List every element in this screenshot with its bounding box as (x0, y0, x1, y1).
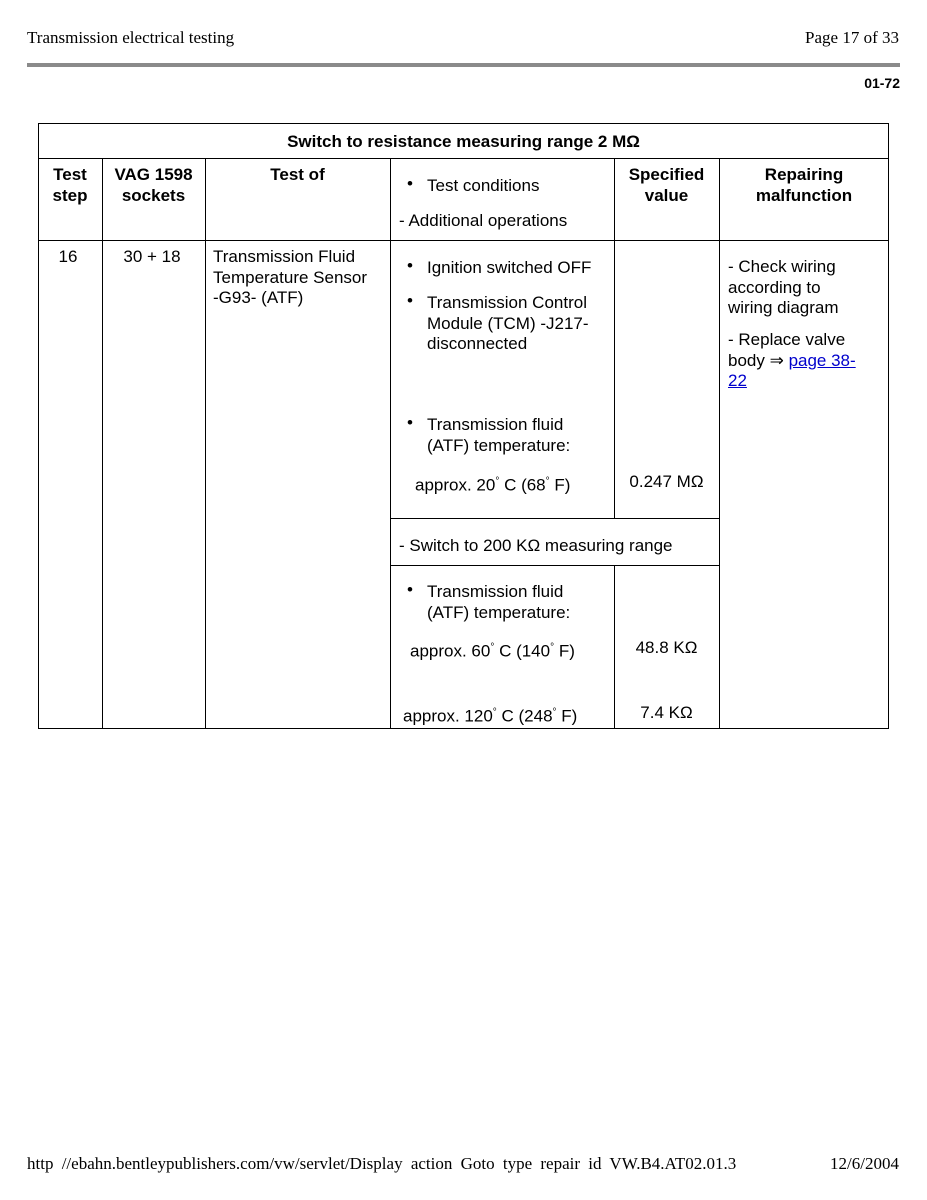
section-code: 01-72 (864, 75, 900, 91)
header-title: Transmission electrical testing (27, 28, 235, 47)
bullet-icon: • (407, 413, 413, 432)
divider (614, 158, 615, 518)
divider (390, 518, 719, 519)
col-header-test-of: Test of (270, 165, 325, 184)
bullet-icon: • (407, 174, 413, 193)
table-title: Switch to resistance measuring range 2 MΩ (287, 132, 640, 151)
condition-atf-temp-2: Transmission fluid (ATF) temperature: (427, 582, 571, 622)
divider (38, 240, 888, 241)
divider (719, 158, 720, 728)
condition-ignition: Ignition switched OFF (427, 258, 592, 277)
footer-date: 12/6/2004 (830, 1154, 899, 1173)
bullet-icon: • (407, 580, 413, 599)
divider (102, 158, 103, 728)
page-link[interactable]: page 38- (788, 350, 856, 370)
page-link[interactable]: 22 (728, 371, 747, 390)
divider (38, 158, 888, 159)
repair-replace-valve: - Replace valve body ⇒ page 38- 22 (728, 330, 856, 390)
col-header-additional: - Additional operations (399, 211, 568, 230)
cell-sockets: 30 + 18 (123, 247, 181, 266)
condition-tcm: Transmission Control Module (TCM) -J217- disconnected (427, 293, 589, 353)
condition-atf-temp: Transmission fluid (ATF) temperature: (427, 415, 571, 455)
switch-range-note: - Switch to 200 KΩ measuring range (399, 536, 673, 555)
cell-test-of: Transmission Fluid Temperature Sensor -G93- (ATF) (213, 247, 368, 307)
col-header-test-step: Test step (52, 165, 88, 205)
bullet-icon: • (407, 256, 413, 275)
temp-120c: approx. 120° C (248° F) (403, 706, 578, 726)
value-60c: 48.8 KΩ (635, 638, 698, 657)
col-header-conditions: Test conditions (427, 176, 540, 195)
repair-check-wiring: - Check wiring according to wiring diagram (728, 257, 839, 317)
col-header-repair: Repairing malfunction (755, 165, 853, 205)
value-20c: 0.247 MΩ (629, 472, 704, 491)
page-number: Page 17 of 33 (805, 28, 899, 47)
divider (390, 158, 391, 728)
value-120c: 7.4 KΩ (640, 703, 693, 722)
temp-60c: approx. 60° C (140° F) (410, 641, 575, 661)
header-divider (27, 63, 900, 67)
col-header-specified: Specified value (628, 165, 705, 205)
cell-test-step: 16 (58, 247, 78, 266)
bullet-icon: • (407, 291, 413, 310)
temp-20c: approx. 20° C (68° F) (415, 475, 571, 495)
col-header-sockets: VAG 1598 sockets (114, 165, 193, 205)
divider (390, 565, 719, 566)
divider (205, 158, 206, 728)
footer-url: http //ebahn.bentleypublishers.com/vw/servlet/Display action Goto type repair id VW.B4.AT02.01.3 (27, 1154, 737, 1173)
